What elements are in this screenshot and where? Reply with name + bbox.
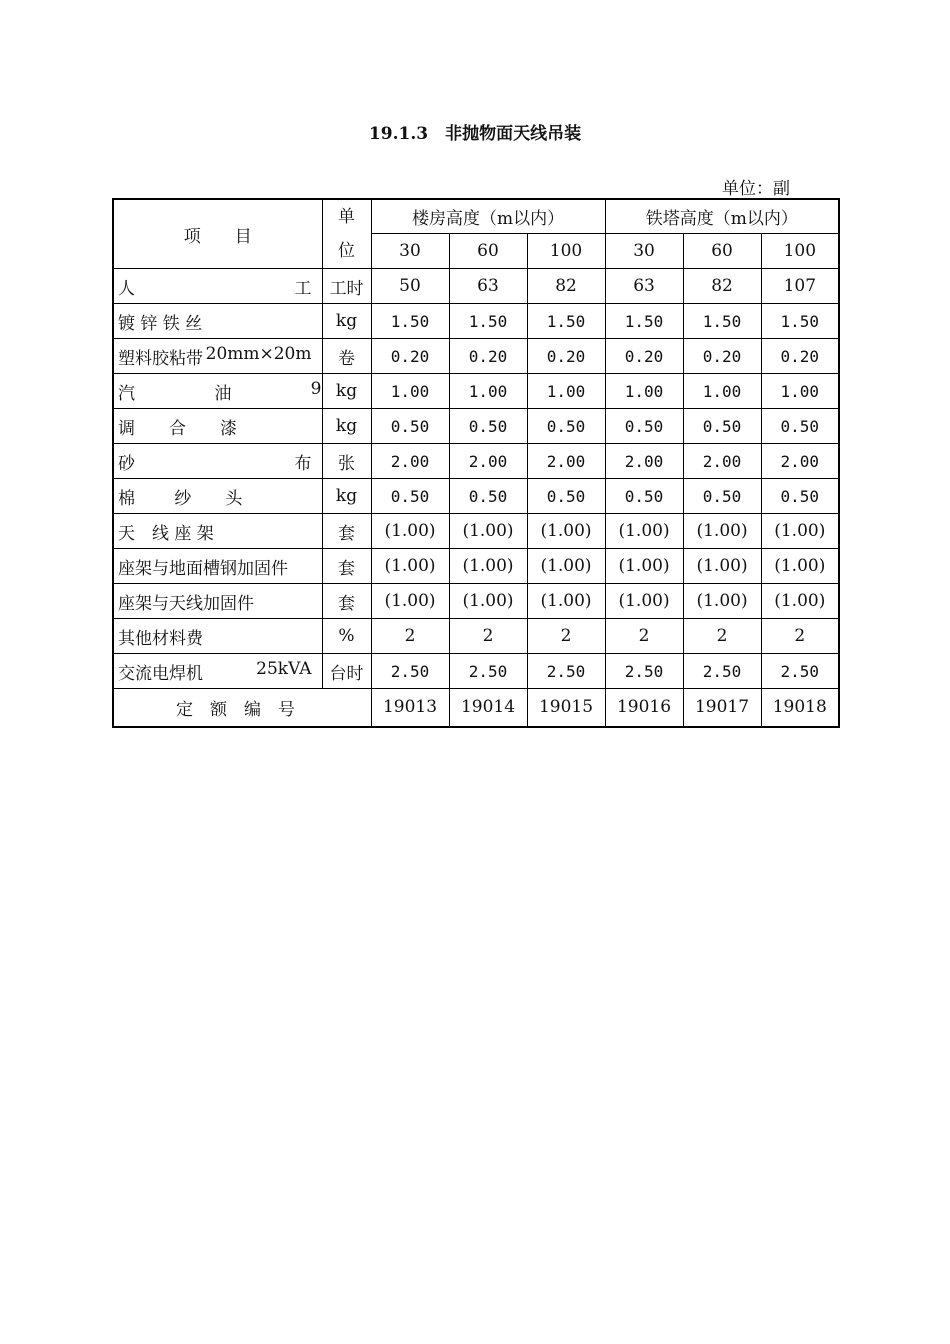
- row-item-name: [113, 654, 322, 689]
- row-item-name-part: 塑料胶粘带: [118, 348, 203, 369]
- row-value: 2.00: [683, 444, 761, 479]
- row-value: (1.00): [605, 584, 683, 619]
- quota-code-row: [113, 689, 839, 727]
- quota-code: 19016: [605, 689, 683, 727]
- row-value: 0.20: [683, 339, 761, 374]
- row-unit: 套: [322, 584, 371, 619]
- header-unit-top: 单: [338, 207, 355, 227]
- row-value: 0.50: [683, 409, 761, 444]
- row-unit: kg: [322, 304, 371, 339]
- table-row: [113, 584, 839, 619]
- header-height: 30: [605, 233, 683, 268]
- row-value: 2: [683, 619, 761, 654]
- row-value: 107: [761, 269, 839, 304]
- row-value: 0.50: [683, 479, 761, 514]
- row-value: 2.00: [761, 444, 839, 479]
- row-value: 1.50: [449, 304, 527, 339]
- row-item-name-part: 20mm×20m: [205, 343, 312, 364]
- row-value: 1.50: [371, 304, 449, 339]
- row-value: 1.00: [449, 374, 527, 409]
- row-value: 2: [449, 619, 527, 654]
- row-value: 2.50: [371, 654, 449, 689]
- row-value: 2.00: [449, 444, 527, 479]
- row-value: 0.20: [605, 339, 683, 374]
- row-value: 2.50: [761, 654, 839, 689]
- row-value: 0.50: [449, 479, 527, 514]
- unit-label: 单位：副: [722, 179, 790, 199]
- row-value: 0.50: [371, 479, 449, 514]
- row-value: 2.50: [449, 654, 527, 689]
- header-unit-bottom: 位: [338, 241, 355, 261]
- row-value: (1.00): [527, 584, 605, 619]
- row-value: 1.00: [683, 374, 761, 409]
- header-height: 100: [761, 233, 839, 268]
- row-value: 1.50: [761, 304, 839, 339]
- row-value: (1.00): [683, 514, 761, 549]
- section-title: 19.1.3 非抛物面天线吊装: [368, 124, 582, 144]
- table-row: [113, 654, 839, 689]
- row-value: (1.00): [683, 549, 761, 584]
- row-unit: kg: [322, 479, 371, 514]
- row-item-name-part: 布: [294, 453, 312, 474]
- row-value: 0.20: [371, 339, 449, 374]
- row-value: 1.50: [527, 304, 605, 339]
- row-value: (1.00): [761, 584, 839, 619]
- row-item-name: [113, 374, 322, 409]
- row-item-name-part: 工: [294, 278, 312, 299]
- row-value: 0.50: [527, 479, 605, 514]
- row-value: 63: [449, 269, 527, 304]
- quota-code: 19013: [371, 689, 449, 727]
- row-value: 2.50: [605, 654, 683, 689]
- row-unit: 台时: [322, 654, 371, 689]
- row-value: 1.50: [683, 304, 761, 339]
- row-value: 63: [605, 269, 683, 304]
- row-unit: 张: [322, 444, 371, 479]
- table-row: [113, 374, 839, 409]
- row-item-name: 座架与地面槽钢加固件: [113, 549, 322, 584]
- row-value: (1.00): [761, 549, 839, 584]
- row-item-name-part: 25kVA: [256, 658, 312, 679]
- quota-table: [112, 198, 840, 728]
- row-value: 1.00: [527, 374, 605, 409]
- row-value: 2: [527, 619, 605, 654]
- row-item-name-part: 砂: [118, 453, 135, 474]
- table-row: [113, 339, 839, 374]
- row-item-name-part: 汽: [118, 383, 135, 404]
- row-item-name: 座架与天线加固件: [113, 584, 322, 619]
- row-unit: %: [322, 619, 371, 654]
- row-item-name: [113, 269, 322, 304]
- row-value: 1.00: [371, 374, 449, 409]
- row-item-name: 调 合 漆: [113, 409, 322, 444]
- row-value: 0.50: [527, 409, 605, 444]
- row-item-name: 天 线 座 架: [113, 514, 322, 549]
- row-value: 0.50: [371, 409, 449, 444]
- row-value: 0.50: [449, 409, 527, 444]
- row-item-name: 其他材料费: [113, 619, 322, 654]
- quota-code-label: 定 额 编 号: [113, 689, 371, 727]
- row-item-name-part: 人: [118, 278, 135, 299]
- header-height: 100: [527, 233, 605, 268]
- row-unit: kg: [322, 374, 371, 409]
- row-value: 2.50: [527, 654, 605, 689]
- row-value: (1.00): [449, 549, 527, 584]
- row-value: (1.00): [371, 584, 449, 619]
- table-row: [113, 269, 839, 304]
- row-value: 2.00: [605, 444, 683, 479]
- row-value: 0.20: [527, 339, 605, 374]
- row-item-name: [113, 339, 322, 374]
- table-row: [113, 549, 839, 584]
- row-unit: 套: [322, 514, 371, 549]
- row-value: (1.00): [449, 584, 527, 619]
- table-row: [113, 514, 839, 549]
- row-value: 0.20: [761, 339, 839, 374]
- header-group-tower: 铁塔高度（m以内）: [605, 199, 839, 233]
- row-value: 1.00: [605, 374, 683, 409]
- row-value: (1.00): [605, 514, 683, 549]
- row-value: (1.00): [761, 514, 839, 549]
- row-value: 1.00: [761, 374, 839, 409]
- row-value: (1.00): [527, 549, 605, 584]
- quota-code: 19015: [527, 689, 605, 727]
- row-value: 2: [371, 619, 449, 654]
- table-row: [113, 409, 839, 444]
- row-value: (1.00): [527, 514, 605, 549]
- row-value: 2: [605, 619, 683, 654]
- row-item-name-part: 交流电焊机: [118, 663, 203, 684]
- quota-code: 19014: [449, 689, 527, 727]
- row-value: 2.50: [683, 654, 761, 689]
- row-value: 2: [761, 619, 839, 654]
- row-value: (1.00): [371, 549, 449, 584]
- row-value: 1.50: [605, 304, 683, 339]
- row-value: 0.50: [605, 409, 683, 444]
- quota-code: 19018: [761, 689, 839, 727]
- header-group-building: 楼房高度（m以内）: [371, 199, 605, 233]
- row-item-name: 镀 锌 铁 丝: [113, 304, 322, 339]
- row-value: 0.20: [449, 339, 527, 374]
- table-row: [113, 479, 839, 514]
- row-value: (1.00): [605, 549, 683, 584]
- row-value: 0.50: [761, 409, 839, 444]
- header-height: 60: [449, 233, 527, 268]
- row-value: 82: [683, 269, 761, 304]
- row-unit: 工时: [322, 269, 371, 304]
- row-unit: 套: [322, 549, 371, 584]
- row-value: 50: [371, 269, 449, 304]
- row-item-name: 棉 纱 头: [113, 479, 322, 514]
- table-row: [113, 444, 839, 479]
- header-unit: [322, 199, 371, 269]
- row-value: (1.00): [683, 584, 761, 619]
- table-row: [113, 619, 839, 654]
- row-value: 0.50: [761, 479, 839, 514]
- row-value: 82: [527, 269, 605, 304]
- quota-code: 19017: [683, 689, 761, 727]
- row-item-name: [113, 444, 322, 479]
- row-value: (1.00): [449, 514, 527, 549]
- table-row: [113, 304, 839, 339]
- row-unit: kg: [322, 409, 371, 444]
- header-item: 项 目: [113, 199, 322, 269]
- header-height: 30: [371, 233, 449, 268]
- row-value: 2.00: [527, 444, 605, 479]
- row-item-name-part: 油: [214, 383, 232, 404]
- row-value: 0.50: [605, 479, 683, 514]
- row-value: 2.00: [371, 444, 449, 479]
- row-unit: 卷: [322, 339, 371, 374]
- header-height: 60: [683, 233, 761, 268]
- row-value: (1.00): [371, 514, 449, 549]
- row-item-name-part: 9: [310, 378, 322, 399]
